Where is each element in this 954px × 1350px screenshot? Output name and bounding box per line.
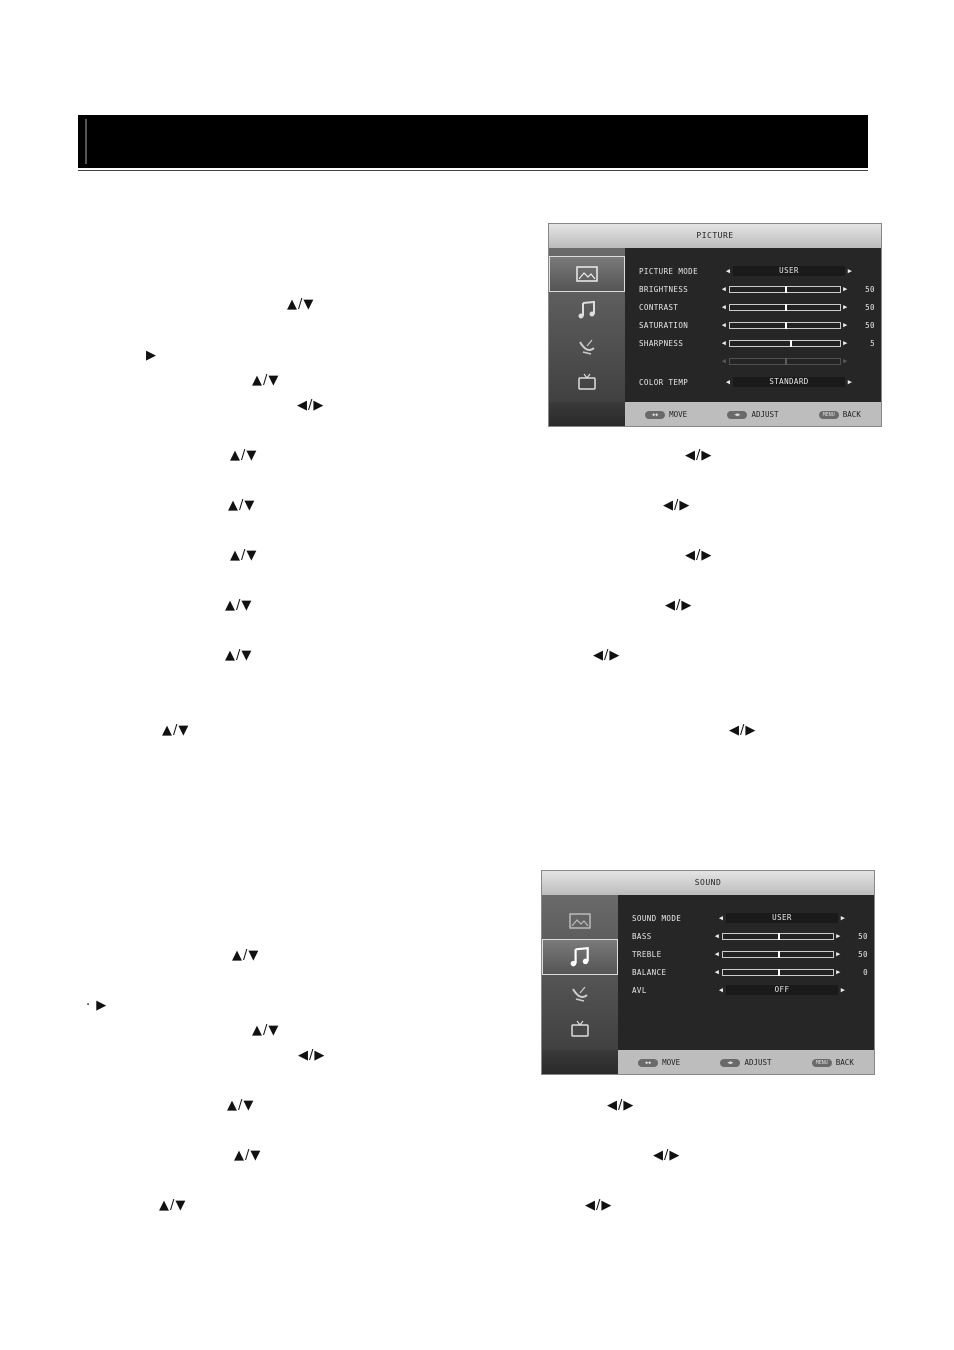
right-arrow-icon: · ▶ <box>86 998 108 1013</box>
music-note-icon <box>549 292 625 328</box>
picture-menu-screenshot <box>548 223 882 427</box>
left-right-arrows-icon: ◀/▶ <box>298 1048 326 1063</box>
left-arrow-icon: ◀ <box>725 267 731 275</box>
up-down-arrows-icon: ▲/▼ <box>234 1148 262 1163</box>
right-arrow-icon: ▶ <box>843 321 848 329</box>
osd-row-label: BALANCE <box>632 967 667 977</box>
right-arrow-icon: ▶ <box>843 357 848 365</box>
section-header-bar <box>78 115 868 168</box>
music-note-icon <box>542 939 618 975</box>
osd-slider-knob <box>778 951 780 958</box>
osd-row-value: USER <box>733 266 845 276</box>
left-right-arrows-icon: ◀/▶ <box>297 398 325 413</box>
osd-row-value: OFF <box>726 985 838 995</box>
osd-row <box>639 264 875 278</box>
right-arrow-icon: ▶ <box>840 986 846 994</box>
osd-row <box>632 929 868 943</box>
up-down-arrows-icon: ▲/▼ <box>230 448 258 463</box>
right-arrow-icon: ▶ <box>843 285 848 293</box>
menu-key-icon: MENU <box>812 1059 832 1067</box>
osd-row <box>639 336 875 350</box>
osd-row <box>632 911 868 925</box>
up-down-arrows-icon: ▲/▼ <box>287 297 315 312</box>
satellite-dish-icon <box>549 328 625 364</box>
osd-row <box>632 983 868 997</box>
osd-row-number: 50 <box>858 931 868 941</box>
osd-row-label: PICTURE MODE <box>639 266 698 276</box>
picture-icon <box>549 256 625 292</box>
left-arrow-icon: ◀ <box>721 285 727 293</box>
left-arrow-icon: ◀ <box>714 932 720 940</box>
osd-slider-track <box>729 340 841 347</box>
left-right-arrows-icon: ◀/▶ <box>685 448 713 463</box>
osd-content <box>625 248 881 402</box>
osd-slider-knob <box>790 340 792 347</box>
osd-row-number: 50 <box>858 949 868 959</box>
left-arrow-icon: ◀ <box>718 914 724 922</box>
footer-back: MENU BACK <box>819 410 861 419</box>
osd-slider-knob <box>778 969 780 976</box>
osd-row <box>639 282 875 296</box>
osd-slider-track <box>729 322 841 329</box>
up-down-arrows-icon: ▲/▼ <box>232 948 260 963</box>
up-down-arrows-icon: ▲/▼ <box>230 548 258 563</box>
osd-row-label: BRIGHTNESS <box>639 284 689 294</box>
left-arrow-icon: ◀ <box>725 378 731 386</box>
left-right-arrows-icon: ◀/▶ <box>685 548 713 563</box>
left-right-arrows-icon: ◀/▶ <box>663 498 691 513</box>
move-key-icon: ◆◆ <box>645 411 665 419</box>
osd-row-label: AVL <box>632 985 647 995</box>
tv-icon <box>549 364 625 400</box>
left-arrow-icon: ◀ <box>718 986 724 994</box>
osd-slider-knob <box>785 304 787 311</box>
right-arrow-icon: ▶ <box>843 303 848 311</box>
left-arrow-icon: ◀ <box>721 321 727 329</box>
osd-footer <box>625 402 881 426</box>
osd-sidebar <box>549 248 625 426</box>
osd-row-number: 50 <box>865 284 875 294</box>
up-down-arrows-icon: ▲/▼ <box>159 1198 187 1213</box>
osd-row-number: 5 <box>870 338 875 348</box>
left-right-arrows-icon: ◀/▶ <box>585 1198 613 1213</box>
osd-slider-track <box>729 304 841 311</box>
left-arrow-icon: ◀ <box>721 357 727 365</box>
osd-slider-track <box>729 286 841 293</box>
osd-row-label: SOUND MODE <box>632 913 682 923</box>
osd-row-label: SHARPNESS <box>639 338 684 348</box>
right-arrow-icon: ▶ <box>840 914 846 922</box>
left-right-arrows-icon: ◀/▶ <box>665 598 693 613</box>
left-right-arrows-icon: ◀/▶ <box>729 723 757 738</box>
osd-row-value: USER <box>726 913 838 923</box>
footer-adjust: ◀▶ ADJUST <box>727 410 778 419</box>
osd-row-value: STANDARD <box>733 377 845 387</box>
osd-slider-track <box>729 358 841 365</box>
osd-row-label: COLOR TEMP <box>639 377 689 387</box>
right-arrow-icon: ▶ <box>847 267 853 275</box>
left-arrow-icon: ◀ <box>721 303 727 311</box>
osd-slider-track <box>722 951 834 958</box>
up-down-arrows-icon: ▲/▼ <box>252 373 280 388</box>
left-arrow-icon: ◀ <box>721 339 727 347</box>
osd-sidebar <box>542 895 618 1074</box>
adjust-key-icon: ◀▶ <box>727 411 747 419</box>
osd-row-label: BASS <box>632 931 652 941</box>
osd-title: SOUND <box>542 871 874 895</box>
osd-row-label: SATURATION <box>639 320 689 330</box>
left-right-arrows-icon: ◀/▶ <box>607 1098 635 1113</box>
footer-move: ◆◆ MOVE <box>645 410 687 419</box>
left-arrow-icon: ◀ <box>714 950 720 958</box>
up-down-arrows-icon: ▲/▼ <box>225 648 253 663</box>
up-down-arrows-icon: ▲/▼ <box>227 1098 255 1113</box>
osd-row <box>639 300 875 314</box>
adjust-key-icon: ◀▶ <box>720 1059 740 1067</box>
osd-slider-track <box>722 969 834 976</box>
osd-row-number: 50 <box>865 302 875 312</box>
osd-row <box>639 375 875 389</box>
left-right-arrows-icon: ◀/▶ <box>593 648 621 663</box>
menu-key-icon: MENU <box>819 411 839 419</box>
osd-row-label: CONTRAST <box>639 302 679 312</box>
osd-row <box>632 947 868 961</box>
osd-slider-track <box>722 933 834 940</box>
osd-row-number: 50 <box>865 320 875 330</box>
osd-footer <box>618 1050 874 1074</box>
left-arrow-icon: ◀ <box>714 968 720 976</box>
osd-row-label: TREBLE <box>632 949 662 959</box>
right-arrow-icon: ▶ <box>836 968 841 976</box>
left-right-arrows-icon: ◀/▶ <box>653 1148 681 1163</box>
up-down-arrows-icon: ▲/▼ <box>252 1023 280 1038</box>
picture-icon <box>542 903 618 939</box>
right-arrow-icon: ▶ <box>836 932 841 940</box>
osd-row <box>639 318 875 332</box>
right-arrow-icon: ▶ <box>843 339 848 347</box>
footer-back: MENU BACK <box>812 1058 854 1067</box>
osd-title: PICTURE <box>549 224 881 248</box>
up-down-arrows-icon: ▲/▼ <box>225 598 253 613</box>
osd-row <box>632 965 868 979</box>
osd-slider-knob <box>785 358 787 365</box>
osd-row-number: 0 <box>863 967 868 977</box>
osd-slider-knob <box>785 286 787 293</box>
osd-slider-knob <box>778 933 780 940</box>
up-down-arrows-icon: ▲/▼ <box>162 723 190 738</box>
osd-content <box>618 895 874 1050</box>
sound-menu-screenshot <box>541 870 875 1075</box>
tv-icon <box>542 1011 618 1047</box>
up-down-arrows-icon: ▲/▼ <box>228 498 256 513</box>
right-arrow-icon: ▶ <box>836 950 841 958</box>
move-key-icon: ◆◆ <box>638 1059 658 1067</box>
satellite-dish-icon <box>542 975 618 1011</box>
footer-adjust: ◀▶ ADJUST <box>720 1058 771 1067</box>
footer-move: ◆◆ MOVE <box>638 1058 680 1067</box>
osd-slider-knob <box>785 322 787 329</box>
right-arrow-icon: ▶ <box>847 378 853 386</box>
right-arrow-icon: ▶ <box>146 348 157 363</box>
osd-row <box>639 354 875 368</box>
